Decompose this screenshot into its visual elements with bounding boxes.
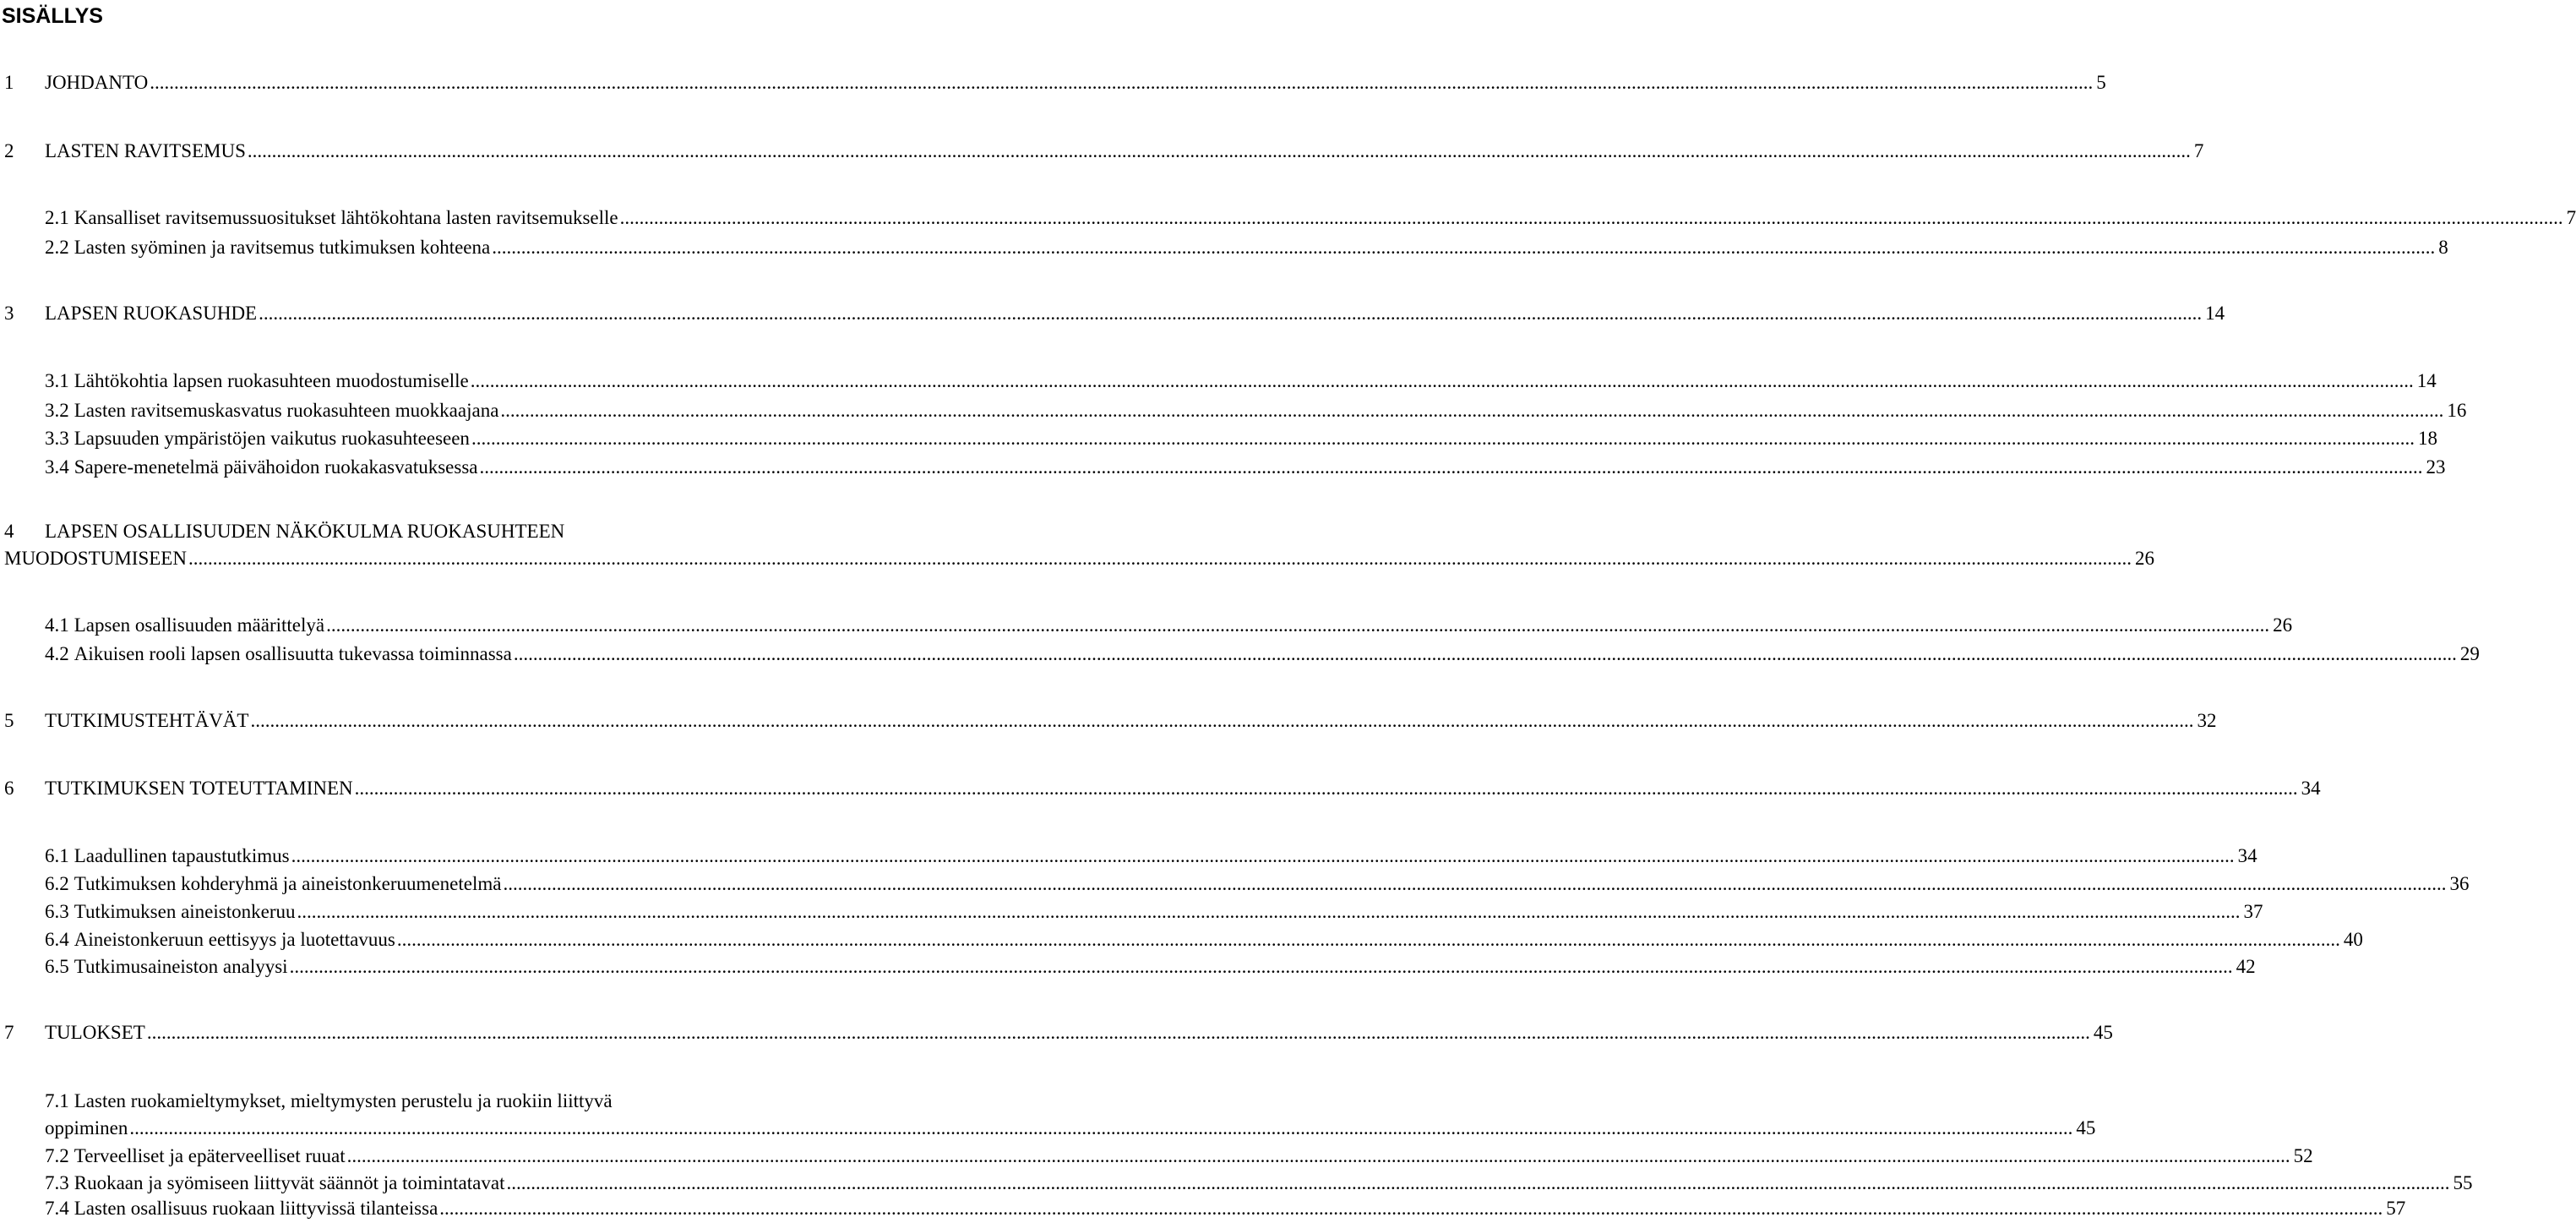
toc-title: Laadullinen tapaustutkimus — [74, 845, 290, 866]
toc-number: 2.2 — [45, 237, 69, 258]
toc-number: 6.1 — [45, 845, 69, 866]
toc-leader-dots: ................................................................................................................................................................................................................................................................................................................................................................................................................ — [506, 1172, 2450, 1193]
toc-title: Tutkimuksen aineistonkeruu — [74, 901, 296, 922]
toc-number: 3.4 — [45, 456, 69, 478]
page-title: SISÄLLYS — [2, 4, 103, 28]
toc-entry-2-1[interactable] — [45, 204, 2576, 232]
toc-leader-dots: ................................................................................................................................................................................................................................................................................................................................................................................................................ — [247, 140, 2191, 161]
toc-leader-dots: ................................................................................................................................................................................................................................................................................................................................................................................................................ — [188, 548, 2132, 569]
toc-entry-3-4[interactable] — [45, 453, 2446, 482]
toc-entry-2-2[interactable] — [45, 233, 2448, 262]
toc-title: LAPSEN OSALLISUUDEN NÄKÖKULMA RUOKASUHTEEN — [45, 521, 565, 542]
toc-title: Lapsuuden ympäristöjen vaikutus ruokasuhteeseen — [74, 428, 470, 449]
toc-number: 4.2 — [45, 643, 69, 664]
toc-page-number: 29 — [2459, 643, 2480, 664]
toc-page-number: 16 — [2447, 400, 2467, 421]
toc-number: 7.1 — [45, 1090, 69, 1111]
toc-entry-3-1[interactable] — [45, 367, 2437, 396]
toc-number: 4.1 — [45, 614, 69, 636]
toc-leader-dots: ................................................................................................................................................................................................................................................................................................................................................................................................................ — [150, 72, 2094, 93]
toc-number: 7 — [4, 1022, 14, 1043]
toc-title: Ruokaan ja syömiseen liittyvät säännöt ja toimintatavat — [74, 1172, 505, 1193]
toc-entry-6-5[interactable] — [45, 953, 2256, 981]
toc-leader-dots: ................................................................................................................................................................................................................................................................................................................................................................................................................ — [354, 778, 2298, 799]
toc-number: 7.4 — [45, 1198, 69, 1219]
toc-entry-1[interactable] — [4, 68, 2106, 97]
toc-title: JOHDANTO — [45, 72, 149, 93]
toc-entry-6-2[interactable] — [45, 870, 2470, 898]
toc-entry-6-4[interactable] — [45, 925, 2363, 954]
toc-leader-dots: ................................................................................................................................................................................................................................................................................................................................................................................................................ — [492, 237, 2436, 258]
toc-page-number: 18 — [2417, 428, 2437, 449]
toc-title: Sapere-menetelmä päivähoidon ruokakasvatuksessa — [74, 456, 478, 478]
toc-title: Lähtökohtia lapsen ruokasuhteen muodostumiselle — [74, 370, 469, 391]
toc-entry-7-3[interactable] — [45, 1169, 2473, 1198]
toc-title: LAPSEN RUOKASUHDE — [45, 303, 258, 324]
toc-entry-4-2[interactable] — [45, 640, 2480, 669]
toc-page-number: 45 — [2093, 1022, 2113, 1043]
toc-title: LASTEN RAVITSEMUS — [45, 140, 246, 161]
toc-number: 3.2 — [45, 400, 69, 421]
toc-number: 7.3 — [45, 1172, 69, 1193]
toc-entry-2[interactable] — [4, 137, 2204, 166]
toc-entry-3[interactable] — [4, 299, 2225, 328]
toc-entry-7-1[interactable] — [45, 1114, 2096, 1143]
toc-title: Aikuisen rooli lapsen osallisuutta tukevassa toiminnassa — [74, 643, 512, 664]
toc-page-number: 40 — [2343, 929, 2363, 950]
toc-leader-dots: ................................................................................................................................................................................................................................................................................................................................................................................................................ — [479, 456, 2423, 478]
toc-leader-dots: ................................................................................................................................................................................................................................................................................................................................................................................................................ — [146, 1022, 2090, 1043]
toc-number: 7.2 — [45, 1145, 69, 1166]
toc-number: 6.2 — [45, 873, 69, 894]
toc-page-number: 5 — [2096, 72, 2106, 93]
toc-entry-6-1[interactable] — [45, 842, 2257, 871]
toc-page-number: 45 — [2076, 1117, 2096, 1138]
toc-entry-4-first-line[interactable] — [4, 517, 807, 546]
toc-number: 6.4 — [45, 929, 69, 950]
toc-leader-dots: ................................................................................................................................................................................................................................................................................................................................................................................................................ — [396, 929, 2340, 950]
toc-number: 3 — [4, 303, 14, 324]
toc-title: Lapsen osallisuuden määrittelyä — [74, 614, 325, 636]
toc-number: 6 — [4, 778, 14, 799]
toc-leader-dots: ................................................................................................................................................................................................................................................................................................................................................................................................................ — [513, 643, 2457, 664]
toc-entry-7-2[interactable] — [45, 1142, 2313, 1171]
toc-title: TULOKSET — [45, 1022, 145, 1043]
toc-leader-dots: ................................................................................................................................................................................................................................................................................................................................................................................................................ — [250, 710, 2194, 731]
toc-title-continued: MUODOSTUMISEEN — [4, 548, 187, 569]
toc-page-number: 7 — [2566, 207, 2576, 228]
toc-title-continued: oppiminen — [45, 1117, 128, 1138]
toc-title: Kansalliset ravitsemussuositukset lähtökohtana lasten ravitsemukselle — [74, 207, 618, 228]
toc-leader-dots: ................................................................................................................................................................................................................................................................................................................................................................................................................ — [326, 614, 2270, 636]
toc-number: 5 — [4, 710, 14, 731]
toc-leader-dots: ................................................................................................................................................................................................................................................................................................................................................................................................................ — [439, 1198, 2383, 1219]
toc-entry-4[interactable] — [4, 544, 2154, 573]
toc-page-number: 34 — [2237, 845, 2257, 866]
toc-leader-dots: ................................................................................................................................................................................................................................................................................................................................................................................................................ — [471, 428, 2415, 449]
toc-leader-dots: ................................................................................................................................................................................................................................................................................................................................................................................................................ — [503, 873, 2447, 894]
toc-leader-dots: ................................................................................................................................................................................................................................................................................................................................................................................................................ — [289, 956, 2233, 977]
toc-leader-dots: ................................................................................................................................................................................................................................................................................................................................................................................................................ — [259, 303, 2203, 324]
toc-entry-3-3[interactable] — [45, 424, 2437, 453]
toc-leader-dots: ................................................................................................................................................................................................................................................................................................................................................................................................................ — [129, 1117, 2073, 1138]
toc-number: 2 — [4, 140, 14, 161]
toc-entry-7-4[interactable] — [45, 1194, 2406, 1223]
toc-title: Lasten syöminen ja ravitsemus tutkimuksen kohteena — [74, 237, 491, 258]
toc-number: 6.3 — [45, 901, 69, 922]
toc-page-number: 7 — [2193, 140, 2204, 161]
toc-number: 3.1 — [45, 370, 69, 391]
toc-number: 3.3 — [45, 428, 69, 449]
toc-title: Lasten osallisuus ruokaan liittyvissä tilanteissa — [74, 1198, 438, 1219]
toc-page-number: 32 — [2197, 710, 2217, 731]
toc-title: Aineistonkeruun eettisyys ja luotettavuus — [74, 929, 395, 950]
toc-entry-6[interactable] — [4, 774, 2321, 803]
toc-page-number: 14 — [2416, 370, 2437, 391]
toc-leader-dots: ................................................................................................................................................................................................................................................................................................................................................................................................................ — [291, 845, 2235, 866]
toc-title: TUTKIMUSTEHTÄVÄT — [45, 710, 249, 731]
toc-leader-dots: ................................................................................................................................................................................................................................................................................................................................................................................................................ — [297, 901, 2241, 922]
toc-page-number: 14 — [2205, 303, 2225, 324]
toc-title: Lasten ravitsemuskasvatus ruokasuhteen muokkaajana — [74, 400, 499, 421]
toc-title: Lasten ruokamieltymykset, mieltymysten perustelu ja ruokiin liittyvä — [74, 1090, 613, 1111]
toc-page-number: 37 — [2243, 901, 2263, 922]
toc-leader-dots: ................................................................................................................................................................................................................................................................................................................................................................................................................ — [346, 1145, 2290, 1166]
toc-page-number: 55 — [2453, 1172, 2473, 1193]
toc-number: 1 — [4, 72, 14, 93]
toc-entry-7-1-first-line[interactable] — [45, 1087, 807, 1116]
toc-number: 4 — [4, 521, 14, 542]
toc-title: Tutkimusaineiston analyysi — [74, 956, 288, 977]
toc-leader-dots: ................................................................................................................................................................................................................................................................................................................................................................................................................ — [619, 207, 2563, 228]
toc-title: Terveelliset ja epäterveelliset ruuat — [74, 1145, 346, 1166]
toc-page-number: 42 — [2236, 956, 2256, 977]
toc-page-number: 8 — [2438, 237, 2448, 258]
toc-page-number: 52 — [2293, 1145, 2313, 1166]
toc-page-number: 26 — [2134, 548, 2154, 569]
toc-leader-dots: ................................................................................................................................................................................................................................................................................................................................................................................................................ — [470, 370, 2414, 391]
toc-page-number: 26 — [2273, 614, 2293, 636]
toc-page-number: 34 — [2301, 778, 2321, 799]
toc-leader-dots: ................................................................................................................................................................................................................................................................................................................................................................................................................ — [500, 400, 2444, 421]
toc-title: Tutkimuksen kohderyhmä ja aineistonkeruumenetelmä — [74, 873, 502, 894]
toc-entry-5[interactable] — [4, 707, 2217, 735]
toc-title: TUTKIMUKSEN TOTEUTTAMINEN — [45, 778, 353, 799]
toc-page-number: 57 — [2386, 1198, 2406, 1219]
toc-number: 2.1 — [45, 207, 69, 228]
toc-entry-4-1[interactable] — [45, 611, 2293, 640]
toc-entry-3-2[interactable] — [45, 396, 2467, 425]
toc-entry-7[interactable] — [4, 1018, 2113, 1047]
toc-page-number: 36 — [2449, 873, 2470, 894]
toc-page-number: 23 — [2426, 456, 2446, 478]
toc-number: 6.5 — [45, 956, 69, 977]
toc-entry-6-3[interactable] — [45, 898, 2263, 926]
